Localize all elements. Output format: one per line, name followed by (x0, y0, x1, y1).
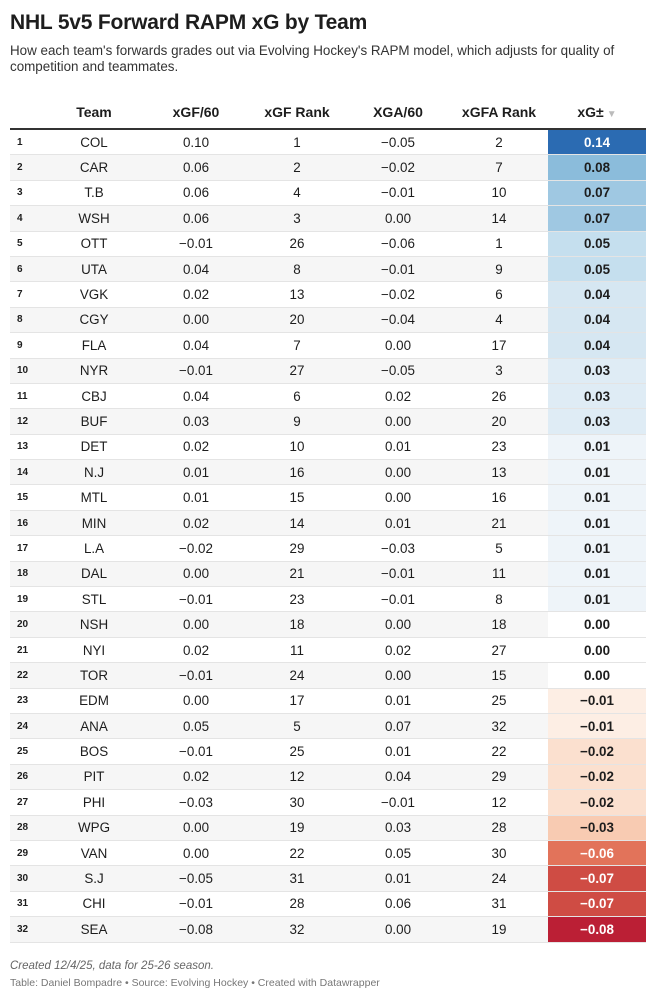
table-row (10, 713, 646, 738)
xg-diff-cell: 0.01 (548, 485, 646, 510)
rank-cell: 14 (10, 460, 44, 485)
team-cell: ANA (44, 713, 144, 738)
xga60-cell: 0.00 (346, 663, 450, 688)
xgf-rank-cell: 4 (248, 180, 346, 205)
team-cell: PHI (44, 790, 144, 815)
table-row (10, 409, 646, 434)
team-cell: L.A (44, 536, 144, 561)
xga60-cell: 0.06 (346, 891, 450, 916)
xga60-cell: 0.01 (346, 739, 450, 764)
xgf60-cell: −0.08 (144, 917, 248, 942)
xga60-cell: 0.04 (346, 764, 450, 789)
rank-cell: 24 (10, 713, 44, 738)
rank-cell: 5 (10, 231, 44, 256)
xga60-cell: −0.06 (346, 231, 450, 256)
team-cell: STL (44, 587, 144, 612)
table-row (10, 282, 646, 307)
xga60-cell: 0.07 (346, 713, 450, 738)
col-header-rank (10, 95, 44, 129)
sort-arrow-icon: ▼ (606, 108, 617, 120)
team-cell: SEA (44, 917, 144, 942)
team-cell: BUF (44, 409, 144, 434)
xga60-cell: 0.01 (346, 688, 450, 713)
xgf60-cell: 0.04 (144, 333, 248, 358)
team-cell: N.J (44, 460, 144, 485)
rank-cell: 4 (10, 206, 44, 231)
xga60-cell: 0.00 (346, 333, 450, 358)
xgf-rank-cell: 17 (248, 688, 346, 713)
team-cell: NYR (44, 358, 144, 383)
xgf-rank-cell: 2 (248, 155, 346, 180)
table-row (10, 561, 646, 586)
xga60-cell: −0.02 (346, 282, 450, 307)
xg-diff-cell: 0.07 (548, 180, 646, 205)
rank-cell: 30 (10, 866, 44, 891)
table-row (10, 866, 646, 891)
xgf60-cell: 0.00 (144, 612, 248, 637)
xg-diff-cell: −0.02 (548, 790, 646, 815)
xga60-cell: 0.00 (346, 409, 450, 434)
table-row (10, 688, 646, 713)
xg-diff-cell: 0.08 (548, 155, 646, 180)
team-cell: WPG (44, 815, 144, 840)
xga60-cell: −0.01 (346, 256, 450, 281)
rank-cell: 31 (10, 891, 44, 916)
xgfa-rank-cell: 4 (450, 307, 548, 332)
table-row (10, 485, 646, 510)
xg-diff-cell: 0.04 (548, 333, 646, 358)
table-row (10, 764, 646, 789)
xgf-rank-cell: 20 (248, 307, 346, 332)
xgf-rank-cell: 19 (248, 815, 346, 840)
xg-diff-cell: 0.04 (548, 282, 646, 307)
rank-cell: 13 (10, 434, 44, 459)
xgfa-rank-cell: 28 (450, 815, 548, 840)
xgf-rank-cell: 7 (248, 333, 346, 358)
xgf-rank-cell: 15 (248, 485, 346, 510)
team-cell: VGK (44, 282, 144, 307)
xga60-cell: 0.00 (346, 612, 450, 637)
team-cell: T.B (44, 180, 144, 205)
table-row (10, 840, 646, 865)
rank-cell: 3 (10, 180, 44, 205)
table-row (10, 739, 646, 764)
rank-cell: 12 (10, 409, 44, 434)
xg-diff-cell: −0.02 (548, 764, 646, 789)
xg-diff-cell: 0.07 (548, 206, 646, 231)
xgf60-cell: 0.02 (144, 282, 248, 307)
xgf60-cell: −0.01 (144, 358, 248, 383)
xga60-cell: −0.01 (346, 180, 450, 205)
xgf-rank-cell: 12 (248, 764, 346, 789)
rank-cell: 21 (10, 637, 44, 662)
team-cell: BOS (44, 739, 144, 764)
xgf-rank-cell: 22 (248, 840, 346, 865)
xg-diff-cell: 0.00 (548, 612, 646, 637)
rank-cell: 29 (10, 840, 44, 865)
xgfa-rank-cell: 30 (450, 840, 548, 865)
rank-cell: 8 (10, 307, 44, 332)
rank-cell: 17 (10, 536, 44, 561)
team-cell: NYI (44, 637, 144, 662)
xg-diff-cell: 0.14 (548, 129, 646, 155)
table-row (10, 510, 646, 535)
team-cell: COL (44, 129, 144, 155)
table-row (10, 663, 646, 688)
xga60-cell: 0.02 (346, 383, 450, 408)
team-cell: OTT (44, 231, 144, 256)
xgf-rank-cell: 31 (248, 866, 346, 891)
col-header-xgf-rank[interactable]: xGF Rank (248, 95, 346, 129)
xgfa-rank-cell: 29 (450, 764, 548, 789)
xgf-rank-cell: 23 (248, 587, 346, 612)
table-row (10, 536, 646, 561)
xga60-cell: −0.02 (346, 155, 450, 180)
xga60-cell: 0.02 (346, 637, 450, 662)
xgf-rank-cell: 28 (248, 891, 346, 916)
xgf60-cell: −0.01 (144, 739, 248, 764)
xg-diff-cell: −0.01 (548, 688, 646, 713)
xgfa-rank-cell: 22 (450, 739, 548, 764)
xgf-rank-cell: 6 (248, 383, 346, 408)
xgf60-cell: 0.00 (144, 688, 248, 713)
xgf60-cell: 0.06 (144, 180, 248, 205)
team-cell: FLA (44, 333, 144, 358)
xg-diff-cell: 0.01 (548, 434, 646, 459)
xgf60-cell: −0.05 (144, 866, 248, 891)
table-row (10, 180, 646, 205)
xg-diff-cell: 0.01 (548, 510, 646, 535)
xgf-rank-cell: 8 (248, 256, 346, 281)
table-row (10, 587, 646, 612)
xgf60-cell: 0.02 (144, 764, 248, 789)
xgf60-cell: −0.01 (144, 587, 248, 612)
table-row (10, 790, 646, 815)
xgfa-rank-cell: 2 (450, 129, 548, 155)
xgfa-rank-cell: 7 (450, 155, 548, 180)
xg-diff-cell: 0.03 (548, 409, 646, 434)
xgfa-rank-cell: 15 (450, 663, 548, 688)
xga60-cell: 0.00 (346, 917, 450, 942)
xgf-rank-cell: 29 (248, 536, 346, 561)
rank-cell: 27 (10, 790, 44, 815)
xgf60-cell: 0.04 (144, 383, 248, 408)
xg-diff-cell: −0.08 (548, 917, 646, 942)
xgf-rank-cell: 11 (248, 637, 346, 662)
xgfa-rank-cell: 12 (450, 790, 548, 815)
xg-diff-cell: −0.02 (548, 739, 646, 764)
xgfa-rank-cell: 31 (450, 891, 548, 916)
table-row (10, 637, 646, 662)
rank-cell: 7 (10, 282, 44, 307)
xga60-cell: 0.05 (346, 840, 450, 865)
xgfa-rank-cell: 13 (450, 460, 548, 485)
rank-cell: 9 (10, 333, 44, 358)
table-row (10, 434, 646, 459)
xgfa-rank-cell: 1 (450, 231, 548, 256)
xga60-cell: 0.00 (346, 460, 450, 485)
xga60-cell: 0.00 (346, 485, 450, 510)
xgf-rank-cell: 24 (248, 663, 346, 688)
team-cell: CGY (44, 307, 144, 332)
xg-diff-cell: −0.06 (548, 840, 646, 865)
rank-cell: 19 (10, 587, 44, 612)
xgf60-cell: 0.01 (144, 485, 248, 510)
xgfa-rank-cell: 23 (450, 434, 548, 459)
xgfa-rank-cell: 26 (450, 383, 548, 408)
chart-subtitle: How each team's forwards grades out via Evolving Hockey's RAPM model, which adjusts for quality of competition and teammates. (10, 43, 615, 74)
footer-credit: Table: Daniel Bompadre • Source: Evolving Hockey • Created with Datawrapper (10, 976, 380, 989)
rank-cell: 18 (10, 561, 44, 586)
xg-diff-cell: 0.04 (548, 307, 646, 332)
team-cell: CAR (44, 155, 144, 180)
table-row (10, 129, 646, 155)
xg-diff-cell: 0.00 (548, 663, 646, 688)
team-cell: VAN (44, 840, 144, 865)
team-cell: MTL (44, 485, 144, 510)
xga60-cell: −0.05 (346, 358, 450, 383)
xga60-cell: −0.03 (346, 536, 450, 561)
xg-diff-cell: 0.05 (548, 231, 646, 256)
rank-cell: 20 (10, 612, 44, 637)
xgf60-cell: 0.06 (144, 155, 248, 180)
xgf60-cell: 0.05 (144, 713, 248, 738)
xgf-rank-cell: 21 (248, 561, 346, 586)
xgf-rank-cell: 3 (248, 206, 346, 231)
rank-cell: 26 (10, 764, 44, 789)
col-header-xgfa-rank[interactable]: xGFA Rank (450, 95, 548, 129)
col-header-team[interactable]: Team (44, 95, 144, 129)
team-cell: DET (44, 434, 144, 459)
xgf60-cell: 0.00 (144, 561, 248, 586)
table-row (10, 155, 646, 180)
table-row (10, 460, 646, 485)
table-row (10, 383, 646, 408)
xgfa-rank-cell: 9 (450, 256, 548, 281)
xgf60-cell: 0.10 (144, 129, 248, 155)
xga60-cell: −0.05 (346, 129, 450, 155)
xgf-rank-cell: 18 (248, 612, 346, 637)
xgf-rank-cell: 13 (248, 282, 346, 307)
xgf60-cell: 0.00 (144, 840, 248, 865)
team-cell: DAL (44, 561, 144, 586)
rank-cell: 15 (10, 485, 44, 510)
rank-cell: 32 (10, 917, 44, 942)
xg-diff-cell: 0.01 (548, 561, 646, 586)
chart-title: NHL 5v5 Forward RAPM xG by Team (10, 11, 368, 34)
xgf60-cell: 0.00 (144, 307, 248, 332)
xgfa-rank-cell: 20 (450, 409, 548, 434)
table-row (10, 307, 646, 332)
xg-diff-cell: 0.00 (548, 637, 646, 662)
xgf-rank-cell: 26 (248, 231, 346, 256)
xga60-cell: 0.01 (346, 866, 450, 891)
table-row (10, 891, 646, 916)
xgfa-rank-cell: 10 (450, 180, 548, 205)
team-cell: UTA (44, 256, 144, 281)
xga60-cell: −0.04 (346, 307, 450, 332)
xgf-rank-cell: 25 (248, 739, 346, 764)
xga60-cell: 0.01 (346, 434, 450, 459)
xgf-rank-cell: 32 (248, 917, 346, 942)
xgf60-cell: 0.06 (144, 206, 248, 231)
xga60-cell: 0.03 (346, 815, 450, 840)
rank-cell: 6 (10, 256, 44, 281)
team-cell: PIT (44, 764, 144, 789)
xg-diff-cell: 0.05 (548, 256, 646, 281)
col-header-xg-diff[interactable] (548, 95, 646, 129)
rank-cell: 22 (10, 663, 44, 688)
team-cell: CBJ (44, 383, 144, 408)
xg-diff-cell: 0.01 (548, 587, 646, 612)
rank-cell: 2 (10, 155, 44, 180)
xga60-cell: 0.01 (346, 510, 450, 535)
team-cell: S.J (44, 866, 144, 891)
xg-diff-cell: 0.01 (548, 460, 646, 485)
team-cell: NSH (44, 612, 144, 637)
xgf-rank-cell: 10 (248, 434, 346, 459)
rank-cell: 11 (10, 383, 44, 408)
team-cell: CHI (44, 891, 144, 916)
xgf-rank-cell: 1 (248, 129, 346, 155)
xgfa-rank-cell: 32 (450, 713, 548, 738)
xg-diff-cell: −0.07 (548, 891, 646, 916)
xgfa-rank-cell: 3 (450, 358, 548, 383)
xgfa-rank-cell: 24 (450, 866, 548, 891)
rank-cell: 25 (10, 739, 44, 764)
xgfa-rank-cell: 14 (450, 206, 548, 231)
xg-diff-cell: 0.03 (548, 358, 646, 383)
xgfa-rank-cell: 5 (450, 536, 548, 561)
team-cell: EDM (44, 688, 144, 713)
xgf60-cell: 0.03 (144, 409, 248, 434)
team-cell: MIN (44, 510, 144, 535)
xgf60-cell: 0.02 (144, 637, 248, 662)
xgfa-rank-cell: 17 (450, 333, 548, 358)
xg-diff-cell: −0.01 (548, 713, 646, 738)
xgfa-rank-cell: 6 (450, 282, 548, 307)
data-table (10, 95, 646, 943)
table-row (10, 256, 646, 281)
xgf-rank-cell: 27 (248, 358, 346, 383)
xgf60-cell: −0.01 (144, 891, 248, 916)
rank-cell: 16 (10, 510, 44, 535)
xga60-cell: −0.01 (346, 561, 450, 586)
rank-cell: 10 (10, 358, 44, 383)
xga60-cell: −0.01 (346, 790, 450, 815)
table-row (10, 612, 646, 637)
xgf-rank-cell: 5 (248, 713, 346, 738)
rank-cell: 1 (10, 129, 44, 155)
team-cell: WSH (44, 206, 144, 231)
xg-diff-cell: 0.03 (548, 383, 646, 408)
xgfa-rank-cell: 19 (450, 917, 548, 942)
xgf-rank-cell: 16 (248, 460, 346, 485)
table-row (10, 358, 646, 383)
xgfa-rank-cell: 18 (450, 612, 548, 637)
footer-notes: Created 12/4/25, data for 25-26 season. (10, 959, 214, 972)
xg-diff-cell: 0.01 (548, 536, 646, 561)
xgf-rank-cell: 30 (248, 790, 346, 815)
xgf60-cell: 0.00 (144, 815, 248, 840)
table-row (10, 815, 646, 840)
xgf-rank-cell: 14 (248, 510, 346, 535)
header-row (10, 95, 646, 129)
xgf60-cell: −0.03 (144, 790, 248, 815)
xgfa-rank-cell: 25 (450, 688, 548, 713)
xgf60-cell: −0.01 (144, 663, 248, 688)
xgf60-cell: −0.01 (144, 231, 248, 256)
table-row (10, 206, 646, 231)
xgfa-rank-cell: 16 (450, 485, 548, 510)
col-header-xg-diff-label: xG± (577, 103, 604, 120)
table-row (10, 231, 646, 256)
xgf60-cell: 0.01 (144, 460, 248, 485)
xg-diff-cell: −0.03 (548, 815, 646, 840)
xgf60-cell: 0.02 (144, 434, 248, 459)
rank-cell: 28 (10, 815, 44, 840)
xgfa-rank-cell: 27 (450, 637, 548, 662)
col-header-xgf60[interactable]: xGF/60 (144, 95, 248, 129)
xgf60-cell: 0.02 (144, 510, 248, 535)
rank-cell: 23 (10, 688, 44, 713)
xga60-cell: 0.00 (346, 206, 450, 231)
col-header-xga60[interactable]: XGA/60 (346, 95, 450, 129)
table-row (10, 917, 646, 942)
xgf-rank-cell: 9 (248, 409, 346, 434)
table-row (10, 333, 646, 358)
xgf60-cell: 0.04 (144, 256, 248, 281)
xgf60-cell: −0.02 (144, 536, 248, 561)
xg-diff-cell: −0.07 (548, 866, 646, 891)
team-cell: TOR (44, 663, 144, 688)
xgfa-rank-cell: 21 (450, 510, 548, 535)
xga60-cell: −0.01 (346, 587, 450, 612)
xgfa-rank-cell: 11 (450, 561, 548, 586)
xgfa-rank-cell: 8 (450, 587, 548, 612)
